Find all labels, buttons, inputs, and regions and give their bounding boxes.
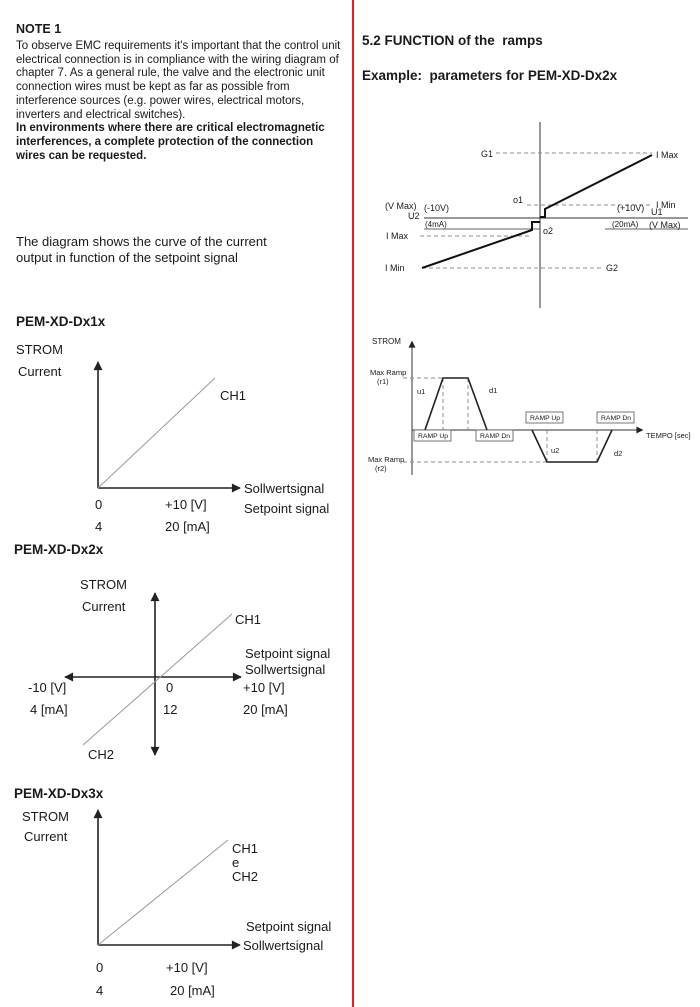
- o2-label: o2: [543, 226, 554, 236]
- dx3x-x-zero: 0: [96, 960, 104, 975]
- u2-ramp-label: u2: [551, 446, 560, 455]
- dx3x-x-label-1: Setpoint signal: [246, 919, 332, 934]
- dx3x-y-label-2: Current: [24, 829, 68, 844]
- minus10v-label: (-10V): [424, 203, 450, 213]
- dx1x-curve: [98, 378, 215, 488]
- dx2x-x-min-ma: 4 [mA]: [30, 702, 68, 717]
- dx1x-axes: [98, 362, 240, 488]
- dx1x-title: PEM-XD-Dx1x: [16, 314, 106, 329]
- imax-right-label: I Max: [656, 150, 679, 160]
- note-paragraph: [16, 40, 342, 163]
- max-ramp-1-sub: (r1): [377, 377, 389, 386]
- section-title: 5.2 FUNCTION of the ramps: [362, 33, 543, 48]
- dx2x-x-max-ma: 20 [mA]: [243, 702, 288, 717]
- ramp-pulse-positive: [425, 378, 487, 430]
- dx2x-x-label-1: Setpoint signal: [245, 646, 331, 661]
- u1-ramp-label: u1: [417, 387, 426, 396]
- dx3x-y-label-1: STROM: [22, 809, 69, 824]
- vmax-left-label: (V Max): [385, 201, 417, 211]
- dx1x-x-zero-ma: 4: [95, 519, 103, 534]
- max-ramp-2-sub: (r2): [375, 464, 387, 473]
- vmax-right-label: (V Max): [649, 220, 681, 230]
- transfer-diagram: [365, 112, 697, 312]
- imax-left-label: I Max: [386, 231, 409, 241]
- ramp-axes: [412, 342, 642, 475]
- dx3x-x-max-v: +10 [V]: [166, 960, 208, 975]
- transfer-axes: [424, 122, 688, 308]
- ma20-label: (20mA): [612, 220, 639, 229]
- dx2x-x-zero-ma: 12: [163, 702, 178, 717]
- ramp-y-label: STROM: [372, 337, 401, 346]
- max-ramp-1-label: Max Ramp: [370, 368, 407, 377]
- dx2x-title: PEM-XD-Dx2x: [14, 542, 104, 557]
- dx3x-x-zero-ma: 4: [96, 983, 104, 998]
- dx2x-x-min-v: -10 [V]: [28, 680, 67, 695]
- dx2x-curve-label-pos: CH1: [235, 612, 262, 627]
- dx1x-x-label-1: Sollwertsignal: [244, 481, 325, 496]
- dx2x-y-label-2: Current: [82, 599, 126, 614]
- dx1x-x-max-ma: 20 [mA]: [165, 519, 210, 534]
- note-text-normal: To observe EMC requirements it's important that the control unit electrical connection is in compliance with the wiring diagram of chapter 7. As a general rule, the valve and the electronic unit connection wires must be kept as far as possible from interference sources (e.g. power wires, electrical motors, inverters and electrical switches).: [16, 40, 341, 121]
- dx2x-x-max-v: +10 [V]: [243, 680, 285, 695]
- ramp-up-2-label: RAMP Up: [530, 415, 561, 422]
- dx3x-diagram: [14, 800, 354, 1007]
- ramp-pulse-negative: [532, 430, 612, 462]
- dx3x-curve-label-1: CH1: [232, 841, 259, 856]
- dx1x-curve-label: CH1: [220, 388, 247, 403]
- d2-ramp-label: d2: [614, 449, 623, 458]
- tempo-label: TEMPO [sec]: [646, 431, 691, 440]
- ramp-dn-2-label: RAMP Dn: [601, 415, 632, 422]
- dx2x-y-label-1: STROM: [80, 577, 127, 592]
- dx1x-x-label-2: Setpoint signal: [244, 501, 330, 516]
- dx2x-axes: [65, 593, 241, 755]
- note-text-bold: In environments where there are critical electromagnetic interferences, a complete protection of the connection wires can be requested.: [16, 122, 325, 162]
- diagram-intro-text: The diagram shows the curve of the current output in function of the setpoint signal: [16, 234, 267, 265]
- ma4-label: (4mA): [425, 220, 447, 229]
- imin-left-label: I Min: [385, 263, 405, 273]
- note-title: NOTE 1: [16, 22, 62, 36]
- dx2x-diagram: [14, 572, 354, 772]
- ramp-diagram: [363, 330, 698, 485]
- dx3x-curve: [98, 840, 228, 945]
- dx2x-x-zero: 0: [166, 680, 174, 695]
- dx1x-diagram: [14, 338, 346, 538]
- o1-label: o1: [513, 195, 524, 205]
- ramp-up-1-label: RAMP Up: [418, 433, 449, 440]
- dx2x-curve: [83, 614, 232, 745]
- dx3x-axes: [98, 810, 240, 945]
- dx3x-curve-label-2: e: [232, 855, 240, 870]
- dx3x-x-label-2: Sollwertsignal: [243, 938, 324, 953]
- ramp-dashed-lines: [403, 378, 597, 462]
- plus10v-label: (+10V): [617, 203, 645, 213]
- dx1x-y-label-1: STROM: [16, 342, 63, 357]
- dx3x-x-max-ma: 20 [mA]: [170, 983, 215, 998]
- imin-right-label: I Min: [656, 200, 676, 210]
- g1-label: G1: [481, 149, 494, 159]
- ramp-dn-1-label: RAMP Dn: [480, 433, 511, 440]
- u2-label: U2: [408, 211, 420, 221]
- dx2x-curve-label-neg: CH2: [88, 747, 115, 762]
- max-ramp-2-label: Max Ramp: [368, 455, 405, 464]
- example-title: Example: parameters for PEM-XD-Dx2x: [362, 68, 618, 83]
- dx3x-curve-label-3: CH2: [232, 869, 259, 884]
- d1-ramp-label: d1: [489, 386, 498, 395]
- dx3x-title: PEM-XD-Dx3x: [14, 786, 104, 801]
- dx1x-x-zero: 0: [95, 497, 103, 512]
- g2-label: G2: [606, 263, 619, 273]
- u1-label: U1: [651, 207, 663, 217]
- dx1x-x-max-v: +10 [V]: [165, 497, 207, 512]
- dx1x-y-label-2: Current: [18, 364, 62, 379]
- dx2x-x-label-2: Sollwertsignal: [245, 662, 326, 677]
